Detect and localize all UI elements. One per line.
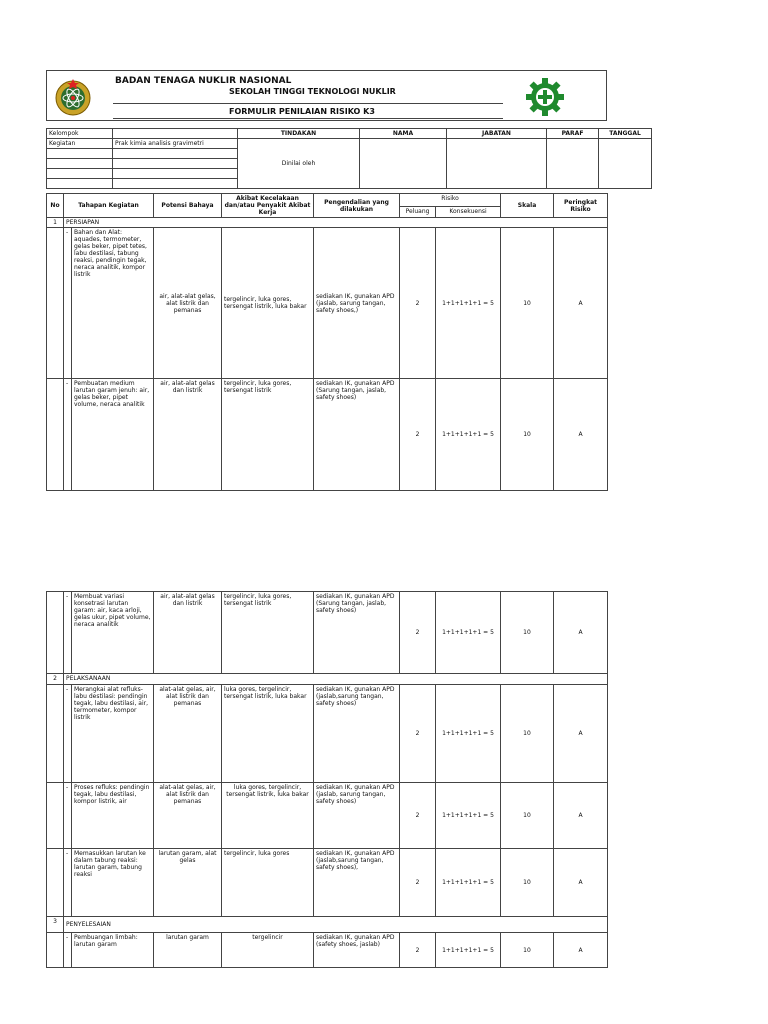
row-skala: 10 bbox=[501, 849, 554, 917]
row-potensi: alat-alat gelas, air, alat listrik dan pemanas bbox=[154, 783, 222, 849]
row-pengendalian: sediakan IK, gunakan APD (Sarung tangan, jaslab, safety shoes) bbox=[314, 379, 400, 491]
risk-table-page-1 bbox=[46, 193, 608, 491]
row-konsekuensi: 1+1+1+1+1 = 5 bbox=[436, 685, 501, 783]
row-pengendalian: sediakan IK, gunakan APD (jaslab, sarung tangan, safety shoes) bbox=[314, 783, 400, 849]
row-dash: - bbox=[64, 783, 72, 849]
kelompok-value bbox=[113, 129, 238, 139]
org-name: BADAN TENAGA NUKLIR NASIONAL bbox=[115, 76, 292, 86]
row-akibat: tergelincir, luka gores, tersengat listrik, luka bakar bbox=[222, 228, 314, 379]
col-konsekuensi: Konsekuensi bbox=[436, 206, 501, 217]
col-tahapan: Tahapan Kegiatan bbox=[64, 194, 154, 218]
col-peringkat: Peringkat Risiko bbox=[554, 194, 608, 218]
table-row bbox=[47, 592, 608, 674]
school-name: SEKOLAH TINGGI TEKNOLOGI NUKLIR bbox=[229, 87, 396, 96]
paraf-header: PARAF bbox=[547, 129, 599, 139]
row-peluang: 2 bbox=[400, 685, 436, 783]
row-skala: 10 bbox=[501, 379, 554, 491]
row-akibat: tergelincir bbox=[222, 933, 314, 968]
row-konsekuensi: 1+1+1+1+1 = 5 bbox=[436, 933, 501, 968]
row-tahapan: Membuat variasi konsetrasi larutan garam: air, kaca arloji, gelas ukur, pipet volume, neraca analitik bbox=[72, 592, 154, 674]
row-pengendalian: sediakan IK, gunakan APD (safety shoes, jaslab) bbox=[314, 933, 400, 968]
row-potensi: air, alat-alat gelas dan listrik bbox=[154, 379, 222, 491]
row-skala: 10 bbox=[501, 933, 554, 968]
section-name: PERSIAPAN bbox=[64, 218, 608, 228]
row-tahapan: Memasukkan larutan ke dalam tabung reaksi: larutan garam, tabung reaksi bbox=[72, 849, 154, 917]
col-pengendalian: Pengendalian yang dilakukan bbox=[314, 194, 400, 218]
table-row bbox=[47, 783, 608, 849]
row-akibat: tergelincir, luka gores, tersengat listrik bbox=[222, 592, 314, 674]
kelompok-label: Kelompok bbox=[47, 129, 113, 139]
tanggal-header: TANGGAL bbox=[599, 129, 652, 139]
k3-safety-logo bbox=[525, 77, 565, 117]
col-risiko: Risiko bbox=[400, 194, 501, 207]
table-row bbox=[47, 685, 608, 783]
section-name: PENYELESAIAN bbox=[64, 917, 608, 933]
row-pengendalian: sediakan IK, gunakan APD (Sarung tangan, jaslab, safety shoes) bbox=[314, 592, 400, 674]
row-peluang: 2 bbox=[400, 933, 436, 968]
row-peringkat: A bbox=[554, 228, 608, 379]
section-name: PELAKSANAAN bbox=[64, 674, 608, 685]
dinilai-oleh: Dinilai oleh bbox=[238, 139, 360, 189]
info-table bbox=[46, 128, 652, 189]
row-peringkat: A bbox=[554, 783, 608, 849]
header-divider bbox=[113, 103, 503, 104]
row-skala: 10 bbox=[501, 228, 554, 379]
row-peringkat: A bbox=[554, 379, 608, 491]
row-tahapan: Proses refluks: pendingin tegak, labu destilasi, kompor listrik, air bbox=[72, 783, 154, 849]
row-peringkat: A bbox=[554, 933, 608, 968]
section-no: 3 bbox=[47, 917, 64, 933]
row-peluang: 2 bbox=[400, 592, 436, 674]
row-tahapan: Pembuatan medium larutan garam jenuh: air, gelas beker, pipet volume, neraca analitik bbox=[72, 379, 154, 491]
tindakan-header: TINDAKAN bbox=[238, 129, 360, 139]
row-akibat: tergelincir, luka gores, tersengat listrik bbox=[222, 379, 314, 491]
col-potensi: Potensi Bahaya bbox=[154, 194, 222, 218]
batan-logo bbox=[53, 77, 93, 117]
row-skala: 10 bbox=[501, 592, 554, 674]
row-skala: 10 bbox=[501, 685, 554, 783]
col-no: No bbox=[47, 194, 64, 218]
row-dash: - bbox=[64, 379, 72, 491]
row-peringkat: A bbox=[554, 685, 608, 783]
table-row bbox=[47, 228, 608, 379]
row-tahapan: Pembuangan limbah: larutan garam bbox=[72, 933, 154, 968]
row-pengendalian: sediakan IK, gunakan APD (jaslab, sarung tangan, safety shoes,) bbox=[314, 228, 400, 379]
table-row bbox=[47, 379, 608, 491]
row-potensi: larutan garam bbox=[154, 933, 222, 968]
kegiatan-label: Kegiatan bbox=[47, 139, 113, 149]
row-potensi: air, alat-alat gelas dan listrik bbox=[154, 592, 222, 674]
row-dash: - bbox=[64, 933, 72, 968]
header-divider bbox=[113, 118, 503, 119]
row-peringkat: A bbox=[554, 592, 608, 674]
row-dash: - bbox=[64, 849, 72, 917]
section-no: 2 bbox=[47, 674, 64, 685]
nama-header: NAMA bbox=[360, 129, 447, 139]
row-peluang: 2 bbox=[400, 783, 436, 849]
row-akibat: luka gores, tergelincir, tersengat listrik, luka bakar bbox=[222, 783, 314, 849]
jabatan-header: JABATAN bbox=[447, 129, 547, 139]
table-row bbox=[47, 849, 608, 917]
row-potensi: larutan garam, alat gelas bbox=[154, 849, 222, 917]
row-akibat: luka gores, tergelincir, tersengat listrik, luka bakar bbox=[222, 685, 314, 783]
row-konsekuensi: 1+1+1+1+1 = 5 bbox=[436, 379, 501, 491]
row-peluang: 2 bbox=[400, 228, 436, 379]
row-konsekuensi: 1+1+1+1+1 = 5 bbox=[436, 228, 501, 379]
row-skala: 10 bbox=[501, 783, 554, 849]
row-peluang: 2 bbox=[400, 379, 436, 491]
table-row bbox=[47, 933, 608, 968]
row-akibat: tergelincir, luka gores bbox=[222, 849, 314, 917]
row-peluang: 2 bbox=[400, 849, 436, 917]
row-dash: - bbox=[64, 685, 72, 783]
row-pengendalian: sediakan IK, gunakan APD (jaslab,sarung tangan, safety shoes) bbox=[314, 685, 400, 783]
row-peringkat: A bbox=[554, 849, 608, 917]
form-title: FORMULIR PENILAIAN RISIKO K3 bbox=[229, 107, 375, 116]
form-header bbox=[46, 70, 607, 121]
row-potensi: alat-alat gelas, air, alat listrik dan pemanas bbox=[154, 685, 222, 783]
risk-table-page-2 bbox=[46, 591, 608, 968]
row-pengendalian: sediakan IK, gunakan APD (jaslab,sarung tangan, safety shoes), bbox=[314, 849, 400, 917]
row-tahapan: Bahan dan Alat: aquades, termometer, gelas beker, pipet tetes, labu destilasi, tabung reaksi, pendingin tegak, neraca analitik, kompor listrik bbox=[72, 228, 154, 379]
kegiatan-value: Prak kimia analisis gravimetri bbox=[113, 139, 238, 149]
row-dash: - bbox=[64, 228, 72, 379]
row-tahapan: Merangkai alat refluks-labu destilasi: pendingin tegak, labu destilasi, air, termometer, kompor listrik bbox=[72, 685, 154, 783]
row-potensi: air, alat-alat gelas, alat listrik dan pemanas bbox=[154, 228, 222, 379]
section-no: 1 bbox=[47, 218, 64, 228]
col-peluang: Peluang bbox=[400, 206, 436, 217]
col-skala: Skala bbox=[501, 194, 554, 218]
row-dash: - bbox=[64, 592, 72, 674]
col-akibat: Akibat Kecelakaan dan/atau Penyakit Akibat Kerja bbox=[222, 194, 314, 218]
row-konsekuensi: 1+1+1+1+1 = 5 bbox=[436, 849, 501, 917]
row-konsekuensi: 1+1+1+1+1 = 5 bbox=[436, 783, 501, 849]
row-konsekuensi: 1+1+1+1+1 = 5 bbox=[436, 592, 501, 674]
